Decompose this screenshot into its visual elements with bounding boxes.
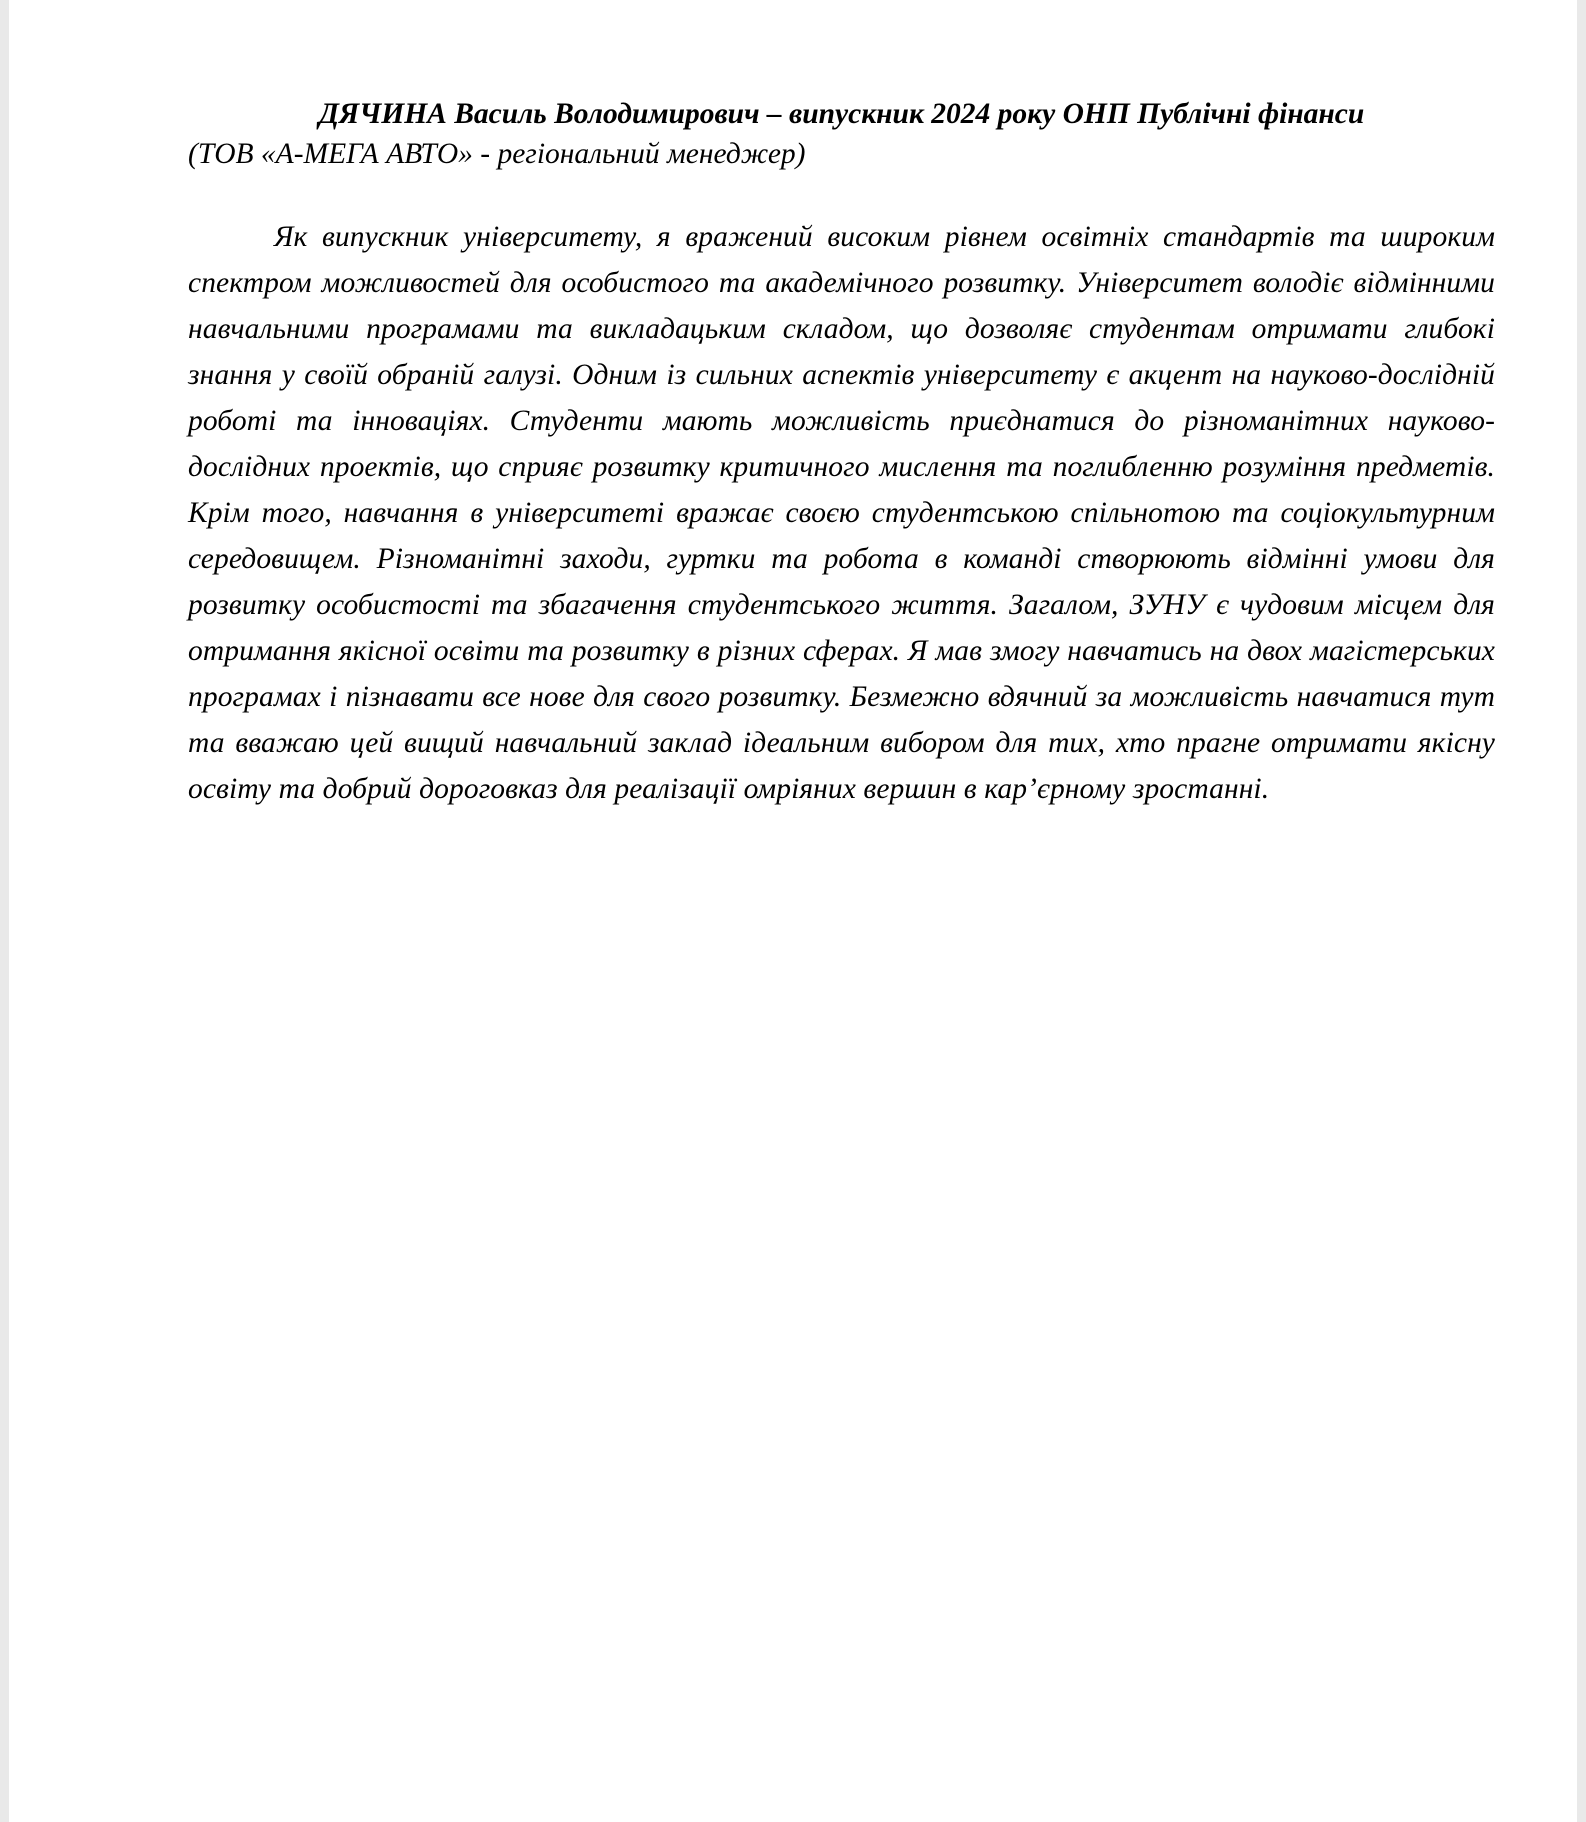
heading-graduate-name-and-program: ДЯЧИНА Василь Володимирович – випускник 2024 року ОНП Публічні фінанси bbox=[318, 98, 1365, 130]
heading-employer-and-position: (ТОВ «А-МЕГА АВТО» - регіональний менеджер) bbox=[188, 137, 806, 170]
page-left-gutter bbox=[0, 0, 9, 1822]
document-heading bbox=[188, 96, 1495, 174]
page-right-gutter bbox=[1577, 0, 1586, 1822]
testimonial-paragraph: Як випускник університету, я вражений високим рівнем освітніх стандартів та широким спектром можливостей для особистого та академічного розвитку. Університет володіє відмінними навчальними програмами та викладацьким складом, що дозволяє студентам отримати глибокі знання у своїй обраній галузі. Одним із сильних аспектів університету є акцент на науково-дослідній роботі та інноваціях. Студенти мають можливість приєднатися до різноманітних науково-дослідних проектів, що сприяє розвитку критичного мислення та поглибленню розуміння предметів. Крім того, навчання в університеті вражає своєю студентською спільнотою та соціокультурним середовищем. Різноманітні заходи, гуртки та робота в команді створюють відмінні умови для розвитку особистості та збагачення студентського життя. Загалом, ЗУНУ є чудовим місцем для отримання якісної освіти та розвитку в різних сферах. Я мав змогу навчатись на двох магістерських програмах і пізнавати все нове для свого розвитку. Безмежно вдячний за можливість навчатися тут та вважаю цей вищий навчальний заклад ідеальним вибором для тих, хто прагне отримати якісну освіту та добрий дороговказ для реалізації омріяних вершин в кар’єрному зростанні. bbox=[188, 220, 1495, 805]
document-content bbox=[188, 96, 1495, 841]
